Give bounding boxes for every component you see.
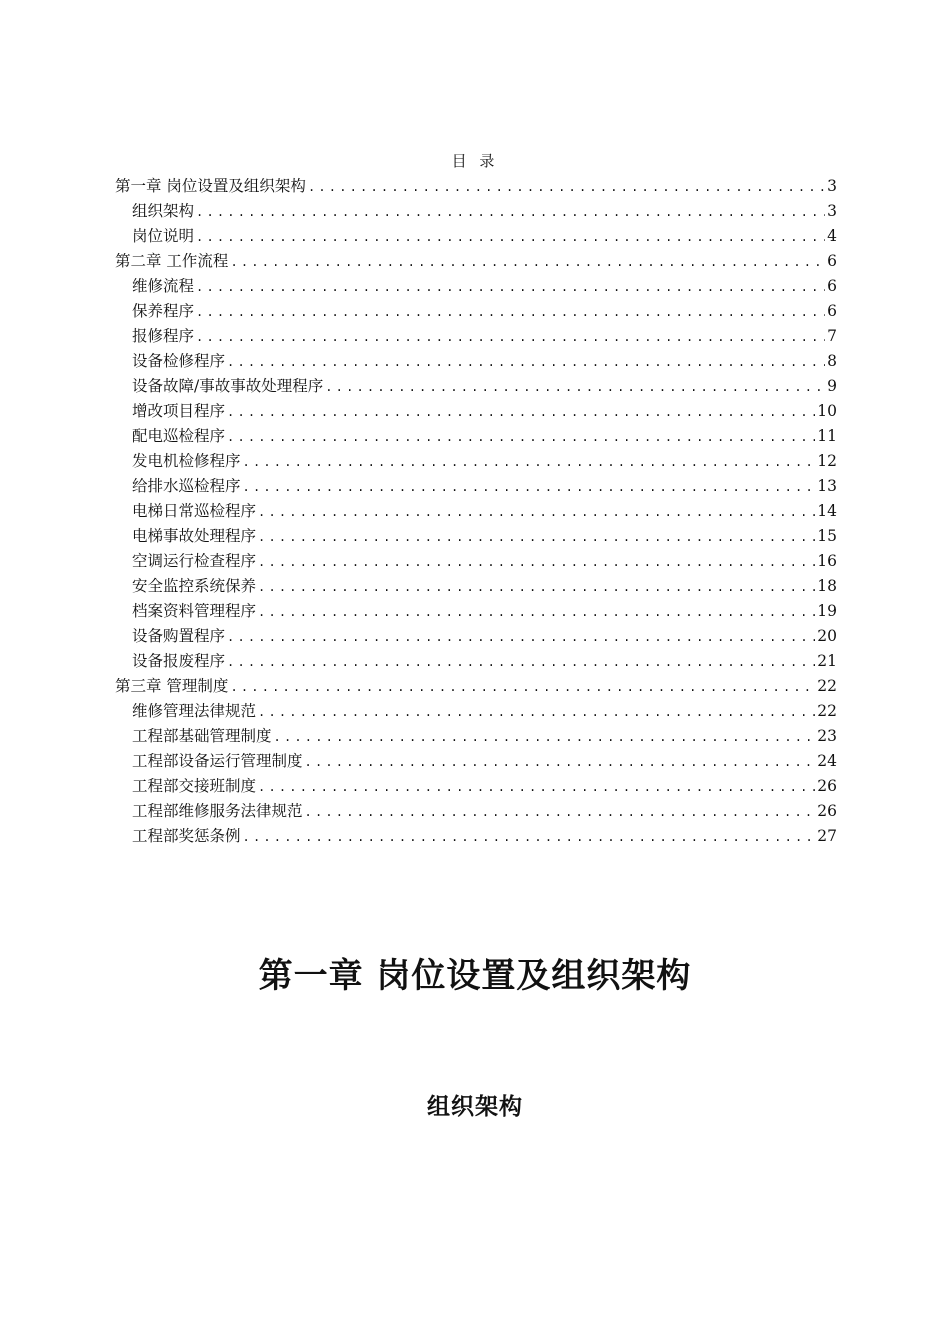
toc-section-entry[interactable] — [115, 199, 837, 224]
toc-section-entry[interactable] — [115, 374, 837, 399]
table-of-contents — [115, 174, 837, 849]
toc-section-entry[interactable] — [115, 549, 837, 574]
toc-dot-leader — [230, 680, 815, 694]
toc-dot-leader — [196, 305, 825, 319]
toc-dot-leader — [305, 755, 816, 769]
toc-dot-leader — [258, 605, 815, 619]
toc-entry-page-number: 3 — [827, 177, 837, 195]
toc-section-entry[interactable] — [115, 324, 837, 349]
toc-entry-label: 维修流程 — [132, 277, 195, 295]
toc-entry-label: 第二章 工作流程 — [115, 252, 229, 270]
toc-dot-leader — [196, 280, 825, 294]
toc-entry-label: 配电巡检程序 — [132, 427, 226, 445]
toc-section-entry[interactable] — [115, 349, 837, 374]
toc-entry-label: 安全监控系统保养 — [132, 577, 257, 595]
toc-entry-label: 保养程序 — [132, 302, 195, 320]
toc-entry-label: 设备报废程序 — [132, 652, 226, 670]
toc-section-entry[interactable] — [115, 824, 837, 849]
toc-section-entry[interactable] — [115, 474, 837, 499]
toc-section-entry[interactable] — [115, 774, 837, 799]
toc-entry-page-number: 26 — [817, 802, 837, 820]
toc-chapter-entry[interactable] — [115, 674, 837, 699]
toc-entry-page-number: 22 — [817, 702, 837, 720]
toc-section-entry[interactable] — [115, 749, 837, 774]
toc-section-entry[interactable] — [115, 449, 837, 474]
toc-dot-leader — [227, 430, 815, 444]
toc-entry-label: 电梯事故处理程序 — [132, 527, 257, 545]
toc-entry-label: 电梯日常巡检程序 — [132, 502, 257, 520]
toc-section-entry[interactable] — [115, 399, 837, 424]
toc-dot-leader — [258, 555, 815, 569]
toc-entry-page-number: 16 — [817, 552, 837, 570]
toc-section-entry[interactable] — [115, 599, 837, 624]
toc-entry-label: 第三章 管理制度 — [115, 677, 229, 695]
toc-entry-label: 工程部基础管理制度 — [132, 727, 272, 745]
toc-entry-label: 工程部设备运行管理制度 — [132, 752, 303, 770]
toc-section-entry[interactable] — [115, 499, 837, 524]
toc-entry-page-number: 7 — [827, 327, 837, 345]
toc-dot-leader — [258, 780, 815, 794]
toc-entry-label: 空调运行检查程序 — [132, 552, 257, 570]
chapter-heading: 第一章 岗位设置及组织架构 — [258, 956, 692, 996]
toc-dot-leader — [258, 580, 815, 594]
toc-chapter-entry[interactable] — [115, 249, 837, 274]
toc-entry-page-number: 12 — [817, 452, 837, 470]
toc-entry-label: 岗位说明 — [132, 227, 195, 245]
toc-dot-leader — [230, 255, 825, 269]
toc-entry-page-number: 9 — [827, 377, 837, 395]
toc-dot-leader — [305, 805, 816, 819]
toc-dot-leader — [227, 405, 815, 419]
toc-entry-page-number: 15 — [817, 527, 837, 545]
toc-entry-label: 设备故障/事故事故处理程序 — [132, 377, 324, 395]
toc-entry-page-number: 3 — [827, 202, 837, 220]
toc-chapter-entry[interactable] — [115, 174, 837, 199]
toc-section-entry[interactable] — [115, 699, 837, 724]
toc-entry-page-number: 21 — [817, 652, 837, 670]
toc-dot-leader — [325, 380, 825, 394]
toc-entry-page-number: 6 — [827, 277, 837, 295]
toc-entry-label: 给排水巡检程序 — [132, 477, 241, 495]
toc-dot-leader — [227, 355, 825, 369]
toc-section-entry[interactable] — [115, 524, 837, 549]
toc-entry-page-number: 13 — [817, 477, 837, 495]
toc-section-entry[interactable] — [115, 224, 837, 249]
toc-section-entry[interactable] — [115, 649, 837, 674]
toc-section-entry[interactable] — [115, 274, 837, 299]
toc-dot-leader — [243, 830, 816, 844]
toc-section-entry[interactable] — [115, 724, 837, 749]
toc-dot-leader — [258, 505, 815, 519]
toc-entry-page-number: 4 — [827, 227, 837, 245]
toc-entry-page-number: 14 — [817, 502, 837, 520]
toc-section-entry[interactable] — [115, 299, 837, 324]
toc-entry-page-number: 23 — [817, 727, 837, 745]
toc-dot-leader — [258, 705, 815, 719]
toc-entry-label: 第一章 岗位设置及组织架构 — [115, 177, 306, 195]
toc-entry-page-number: 19 — [817, 602, 837, 620]
toc-dot-leader — [243, 480, 816, 494]
toc-entry-page-number: 24 — [817, 752, 837, 770]
toc-entry-page-number: 18 — [817, 577, 837, 595]
toc-dot-leader — [196, 330, 825, 344]
section-heading: 组织架构 — [427, 1094, 523, 1120]
toc-entry-label: 设备购置程序 — [132, 627, 226, 645]
toc-title: 目 录 — [451, 152, 499, 170]
toc-entry-label: 报修程序 — [132, 327, 195, 345]
toc-dot-leader — [196, 205, 825, 219]
toc-entry-page-number: 22 — [817, 677, 837, 695]
toc-section-entry[interactable] — [115, 799, 837, 824]
toc-entry-label: 增改项目程序 — [132, 402, 226, 420]
toc-entry-page-number: 27 — [817, 827, 837, 845]
toc-entry-page-number: 6 — [827, 252, 837, 270]
toc-entry-label: 工程部奖惩条例 — [132, 827, 241, 845]
toc-entry-label: 组织架构 — [132, 202, 195, 220]
toc-dot-leader — [196, 230, 825, 244]
toc-entry-page-number: 10 — [817, 402, 837, 420]
toc-dot-leader — [227, 655, 815, 669]
toc-entry-label: 设备检修程序 — [132, 352, 226, 370]
toc-entry-page-number: 8 — [827, 352, 837, 370]
toc-entry-label: 工程部维修服务法律规范 — [132, 802, 303, 820]
toc-section-entry[interactable] — [115, 424, 837, 449]
toc-entry-page-number: 26 — [817, 777, 837, 795]
toc-entry-page-number: 11 — [817, 427, 837, 445]
toc-dot-leader — [227, 630, 815, 644]
toc-entry-label: 档案资料管理程序 — [132, 602, 257, 620]
toc-entry-page-number: 20 — [817, 627, 837, 645]
toc-section-entry[interactable] — [115, 574, 837, 599]
toc-dot-leader — [243, 455, 816, 469]
toc-dot-leader — [308, 180, 825, 194]
toc-entry-label: 发电机检修程序 — [132, 452, 241, 470]
toc-entry-page-number: 6 — [827, 302, 837, 320]
toc-section-entry[interactable] — [115, 624, 837, 649]
toc-entry-label: 工程部交接班制度 — [132, 777, 257, 795]
toc-dot-leader — [274, 730, 816, 744]
toc-entry-label: 维修管理法律规范 — [132, 702, 257, 720]
toc-dot-leader — [258, 530, 815, 544]
